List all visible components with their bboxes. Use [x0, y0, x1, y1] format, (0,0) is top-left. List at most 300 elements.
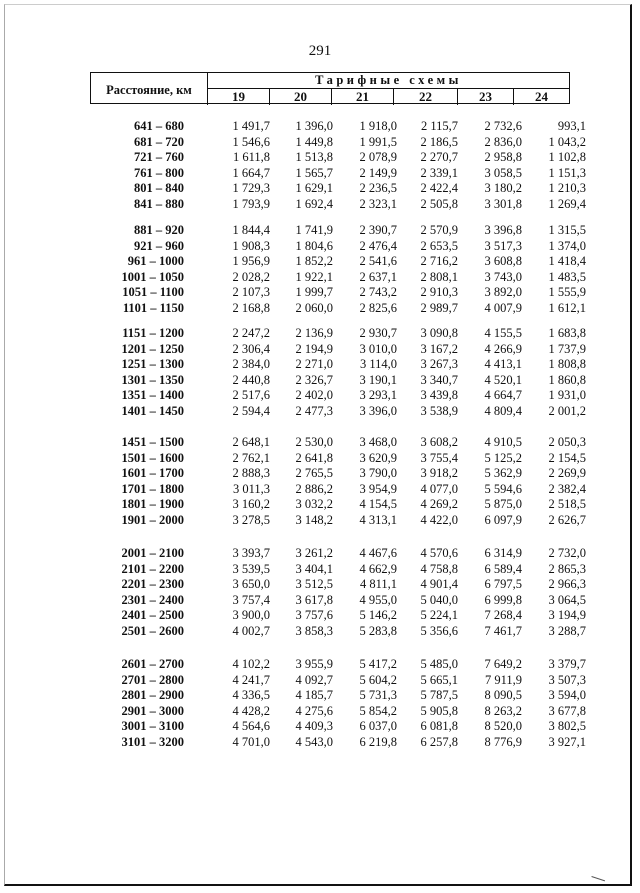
distance-range: 1501 – 1600: [121, 450, 184, 465]
tariff-value-21: 2 825,6: [359, 300, 397, 315]
tariff-value-21: 2 476,4: [359, 238, 397, 253]
tariff-value-22: 5 905,8: [420, 703, 458, 718]
distance-range: 2301 – 2400: [121, 592, 184, 607]
tariff-value-24: 2 732,0: [548, 546, 586, 560]
tariff-value-20: 1 629,1: [295, 181, 333, 196]
tariff-value-19: 2 247,2: [232, 326, 270, 340]
distance-range: 1901 – 2000: [121, 512, 184, 527]
table-row: [0, 135, 640, 151]
tariff-value-22: 5 224,1: [420, 608, 458, 623]
tariff-value-21: 3 620,9: [359, 450, 397, 465]
tariff-value-20: 3 404,1: [295, 561, 333, 576]
table-row: [0, 181, 640, 197]
tariff-value-21: 2 078,9: [359, 150, 397, 165]
table-row: [0, 326, 640, 342]
tariff-value-20: 2 641,8: [295, 450, 333, 465]
distance-range: 2001 – 2100: [121, 546, 184, 560]
page-number: 291: [308, 43, 332, 59]
tariff-value-20: 4 543,0: [295, 734, 333, 749]
tariff-value-23: 4 266,9: [484, 341, 522, 356]
column-header-20: 20: [270, 89, 332, 105]
tariff-value-24: 3 802,5: [548, 719, 586, 734]
tariff-value-24: 3 288,7: [548, 623, 586, 638]
tariff-value-24: 1 931,0: [548, 388, 586, 403]
tariff-value-24: 1 269,4: [548, 196, 586, 211]
tariff-value-20: 1 396,0: [295, 119, 333, 133]
table-row: [0, 254, 640, 270]
tariff-value-21: 6 037,0: [359, 719, 397, 734]
table-row: [0, 513, 640, 529]
tariff-value-24: 1 043,2: [548, 134, 586, 149]
row-group: [0, 657, 640, 751]
table-row: [0, 608, 640, 624]
tariff-value-23: 6 589,4: [484, 561, 522, 576]
tariff-value-19: 2 648,1: [232, 435, 270, 449]
tariff-value-22: 5 787,5: [420, 688, 458, 703]
tariff-value-22: 4 077,0: [420, 481, 458, 496]
tariff-value-21: 4 811,1: [359, 577, 397, 592]
tariff-value-24: 2 865,3: [548, 561, 586, 576]
tariff-value-19: 2 440,8: [232, 372, 270, 387]
tariff-value-23: 3 301,8: [484, 196, 522, 211]
tariff-value-22: 2 115,7: [420, 119, 458, 133]
tariff-value-21: 1 991,5: [359, 134, 397, 149]
table-row: [0, 373, 640, 389]
distance-range: 1701 – 1800: [121, 481, 184, 496]
tariff-value-19: 4 701,0: [232, 734, 270, 749]
column-header-24: 24: [535, 89, 548, 104]
tariff-value-22: 3 090,8: [420, 326, 458, 340]
tariff-value-24: 1 210,3: [548, 181, 586, 196]
tariff-value-22: 3 267,3: [420, 357, 458, 372]
tariff-value-20: 1 449,8: [295, 134, 333, 149]
tariff-value-20: 3 032,2: [295, 497, 333, 512]
tariff-value-24: 3 064,5: [548, 592, 586, 607]
tariff-value-20: 2 402,0: [295, 388, 333, 403]
tariff-value-23: 4 520,1: [484, 372, 522, 387]
row-group: [0, 119, 640, 213]
tariff-value-20: 1 804,6: [295, 238, 333, 253]
tariff-value-19: 4 241,7: [232, 672, 270, 687]
table-row: [0, 546, 640, 562]
tariff-value-23: 8 090,5: [484, 688, 522, 703]
distance-range: 2201 – 2300: [121, 577, 184, 592]
table-row: [0, 624, 640, 640]
table-row: [0, 657, 640, 673]
tariff-value-19: 3 278,5: [232, 512, 270, 527]
distance-range: 3001 – 3100: [121, 719, 184, 734]
tariff-value-19: 3 900,0: [232, 608, 270, 623]
tariff-value-24: 2 518,5: [548, 497, 586, 512]
distance-range: 3101 – 3200: [121, 734, 184, 749]
tariff-value-19: 3 539,5: [232, 561, 270, 576]
table-row: [0, 342, 640, 358]
tariff-value-22: 2 910,3: [420, 285, 458, 300]
column-header-21: 21: [332, 89, 394, 105]
tariff-value-19: 2 384,0: [232, 357, 270, 372]
tariff-value-24: 2 966,3: [548, 577, 586, 592]
table-row: [0, 223, 640, 239]
tariff-value-23: 8 263,2: [484, 703, 522, 718]
tariff-value-21: 2 930,7: [359, 326, 397, 340]
distance-range: 841 – 880: [134, 196, 184, 211]
distance-range: 1301 – 1350: [121, 372, 184, 387]
tariff-value-23: 6 999,8: [484, 592, 522, 607]
tariff-value-21: 4 467,6: [359, 546, 397, 560]
distance-range: 1051 – 1100: [122, 285, 184, 300]
distance-range: 2801 – 2900: [121, 688, 184, 703]
tariff-value-20: 3 148,2: [295, 512, 333, 527]
tariff-value-21: 4 662,9: [359, 561, 397, 576]
tariff-value-24: 2 269,9: [548, 466, 586, 481]
header-rule: [90, 103, 570, 104]
tariff-value-21: 2 149,9: [359, 165, 397, 180]
tariff-value-21: 5 417,2: [359, 657, 397, 671]
tariff-value-20: 3 757,6: [295, 608, 333, 623]
distance-range: 1351 – 1400: [121, 388, 184, 403]
table-row: [0, 404, 640, 420]
distance-range: 1201 – 1250: [121, 341, 184, 356]
tariff-value-23: 6 097,9: [484, 512, 522, 527]
row-group: [0, 435, 640, 529]
tariff-value-21: 5 146,2: [359, 608, 397, 623]
tariff-value-19: 4 002,7: [232, 623, 270, 638]
tariff-value-24: 1 808,8: [548, 357, 586, 372]
distance-range: 1401 – 1450: [121, 403, 184, 418]
tariff-value-20: 2 271,0: [295, 357, 333, 372]
tariff-value-19: 2 517,6: [232, 388, 270, 403]
tariff-value-21: 1 918,0: [359, 119, 397, 133]
tariff-value-23: 5 125,2: [484, 450, 522, 465]
tariff-value-19: 2 306,4: [232, 341, 270, 356]
tariff-value-19: 3 011,3: [232, 481, 270, 496]
tariff-value-23: 3 517,3: [484, 238, 522, 253]
table-row: [0, 482, 640, 498]
tariff-value-22: 2 422,4: [420, 181, 458, 196]
distance-header: Расстояние, км: [91, 73, 208, 105]
table-row: [0, 166, 640, 182]
tariff-value-21: 5 604,2: [359, 672, 397, 687]
tariff-value-23: 3 180,2: [484, 181, 522, 196]
tariff-value-24: 1 315,5: [548, 223, 586, 237]
tariff-value-24: 1 737,9: [548, 341, 586, 356]
tariff-value-23: 5 594,6: [484, 481, 522, 496]
table-row: [0, 577, 640, 593]
tariff-value-22: 6 257,8: [420, 734, 458, 749]
tariff-value-19: 1 844,4: [232, 223, 270, 237]
tariff-value-24: 3 927,1: [548, 734, 586, 749]
tariff-value-21: 2 390,7: [359, 223, 397, 237]
tariff-value-20: 1 852,2: [295, 254, 333, 269]
tariff-value-20: 2 886,2: [295, 481, 333, 496]
distance-range: 801 – 840: [134, 181, 184, 196]
tariff-value-24: 3 507,3: [548, 672, 586, 687]
tariff-value-21: 3 396,0: [359, 403, 397, 418]
column-header-19: 19: [208, 89, 270, 105]
tariff-value-22: 5 485,0: [420, 657, 458, 671]
tariff-value-22: 2 505,8: [420, 196, 458, 211]
tariff-value-19: 2 028,2: [232, 269, 270, 284]
tariff-value-21: 3 190,1: [359, 372, 397, 387]
distance-range: 2601 – 2700: [121, 657, 184, 671]
tariff-value-20: 2 194,9: [295, 341, 333, 356]
table-row: [0, 388, 640, 404]
tariff-value-23: 7 649,2: [484, 657, 522, 671]
distance-range: 1151 – 1200: [122, 326, 184, 340]
table-row: [0, 497, 640, 513]
tariff-value-20: 1 741,9: [295, 223, 333, 237]
tariff-value-24: 2 050,3: [548, 435, 586, 449]
tariff-value-23: 5 875,0: [484, 497, 522, 512]
tariff-value-20: 4 409,3: [295, 719, 333, 734]
tariff-value-24: 3 379,7: [548, 657, 586, 671]
tariff-value-23: 6 797,5: [484, 577, 522, 592]
tariff-value-20: 2 530,0: [295, 435, 333, 449]
distance-range: 961 – 1000: [127, 254, 184, 269]
tariff-value-24: 2 382,4: [548, 481, 586, 496]
tariff-value-21: 5 731,3: [359, 688, 397, 703]
tariff-value-22: 4 570,6: [420, 546, 458, 560]
table-row: [0, 704, 640, 720]
table-row: [0, 119, 640, 135]
column-header-23: 23: [458, 89, 514, 105]
table-row: [0, 466, 640, 482]
distance-range: 721 – 760: [134, 150, 184, 165]
tariff-value-21: 3 954,9: [359, 481, 397, 496]
tariff-value-21: 3 293,1: [359, 388, 397, 403]
tariff-value-19: 4 336,5: [232, 688, 270, 703]
table-row: [0, 197, 640, 213]
tariff-value-22: 2 570,9: [420, 223, 458, 237]
tariff-value-19: 4 102,2: [232, 657, 270, 671]
tariff-value-21: 3 468,0: [359, 435, 397, 449]
tariff-value-20: 1 999,7: [295, 285, 333, 300]
tariff-value-19: 1 908,3: [232, 238, 270, 253]
tariff-value-20: 2 765,5: [295, 466, 333, 481]
tariff-value-23: 3 396,8: [484, 223, 522, 237]
distance-range: 641 – 680: [134, 119, 184, 133]
tariff-value-21: 5 854,2: [359, 703, 397, 718]
table-row: [0, 150, 640, 166]
row-group: [0, 326, 640, 420]
tariff-value-21: 4 313,1: [359, 512, 397, 527]
tariff-value-22: 2 808,1: [420, 269, 458, 284]
tariff-value-22: 6 081,8: [420, 719, 458, 734]
tariff-value-24: 1 151,3: [548, 165, 586, 180]
tariff-value-19: 1 956,9: [232, 254, 270, 269]
distance-range: 681 – 720: [134, 134, 184, 149]
tariff-value-22: 3 918,2: [420, 466, 458, 481]
distance-range: 2701 – 2800: [121, 672, 184, 687]
tariff-value-20: 3 858,3: [295, 623, 333, 638]
tariff-value-22: 4 422,0: [420, 512, 458, 527]
tariff-value-22: 2 989,7: [420, 300, 458, 315]
tariff-value-20: 1 565,7: [295, 165, 333, 180]
distance-range: 1601 – 1700: [121, 466, 184, 481]
tariff-value-19: 2 107,3: [232, 285, 270, 300]
tariff-value-21: 4 955,0: [359, 592, 397, 607]
tariff-value-21: 3 114,0: [359, 357, 397, 372]
tariff-value-23: 4 809,4: [484, 403, 522, 418]
tariff-value-19: 4 428,2: [232, 703, 270, 718]
tariff-value-20: 2 136,9: [295, 326, 333, 340]
table-row: [0, 357, 640, 373]
tariff-value-19: 1 729,3: [232, 181, 270, 196]
tariff-value-23: 2 836,0: [484, 134, 522, 149]
tariff-value-19: 3 393,7: [232, 546, 270, 560]
tariff-value-19: 3 160,2: [232, 497, 270, 512]
tariff-value-21: 2 541,6: [359, 254, 397, 269]
tariff-value-23: 4 910,5: [484, 435, 522, 449]
tariff-value-23: 4 155,5: [484, 326, 522, 340]
table-row: [0, 435, 640, 451]
distance-range: 1451 – 1500: [121, 435, 184, 449]
distance-range: 921 – 960: [134, 238, 184, 253]
tariff-value-23: 3 058,5: [484, 165, 522, 180]
distance-range: 1801 – 1900: [121, 497, 184, 512]
tariff-value-22: 5 665,1: [420, 672, 458, 687]
tariff-value-22: 5 356,6: [420, 623, 458, 638]
tariff-value-22: 2 186,5: [420, 134, 458, 149]
row-group: [0, 546, 640, 640]
table-row: [0, 301, 640, 317]
tariff-value-21: 2 743,2: [359, 285, 397, 300]
tariff-value-19: 1 546,6: [232, 134, 270, 149]
tariff-value-23: 4 007,9: [484, 300, 522, 315]
tariff-value-19: 1 611,8: [232, 150, 270, 165]
row-group: [0, 223, 640, 317]
tariff-value-19: 2 888,3: [232, 466, 270, 481]
tariff-value-20: 3 261,2: [295, 546, 333, 560]
tariff-value-20: 1 513,8: [295, 150, 333, 165]
table-row: [0, 719, 640, 735]
tariff-value-21: 3 010,0: [359, 341, 397, 356]
tariff-value-24: 1 374,0: [548, 238, 586, 253]
distance-range: 761 – 800: [134, 165, 184, 180]
tariff-value-19: 3 757,4: [232, 592, 270, 607]
tariff-value-21: 5 283,8: [359, 623, 397, 638]
tariff-value-20: 2 477,3: [295, 403, 333, 418]
distance-range: 1251 – 1300: [121, 357, 184, 372]
tariff-value-19: 2 762,1: [232, 450, 270, 465]
tariff-value-23: 2 958,8: [484, 150, 522, 165]
distance-range: 881 – 920: [134, 223, 184, 237]
tariff-value-24: 3 594,0: [548, 688, 586, 703]
tariff-value-24: 1 860,8: [548, 372, 586, 387]
tariff-value-20: 4 185,7: [295, 688, 333, 703]
tariff-value-24: 1 612,1: [548, 300, 586, 315]
tariff-value-20: 3 955,9: [295, 657, 333, 671]
tariff-value-24: 1 683,8: [548, 326, 586, 340]
tariff-value-20: 1 922,1: [295, 269, 333, 284]
tariff-value-22: 4 269,2: [420, 497, 458, 512]
tariff-value-23: 6 314,9: [484, 546, 522, 560]
table-row: [0, 285, 640, 301]
tariff-value-19: 2 594,4: [232, 403, 270, 418]
tariff-value-20: 4 092,7: [295, 672, 333, 687]
tariff-value-21: 2 236,5: [359, 181, 397, 196]
tariff-value-24: 993,1: [557, 119, 586, 133]
distance-range: 2901 – 3000: [121, 703, 184, 718]
tariff-value-20: 4 275,6: [295, 703, 333, 718]
tariff-value-23: 7 461,7: [484, 623, 522, 638]
tariff-value-21: 6 219,8: [359, 734, 397, 749]
tariff-value-19: 3 650,0: [232, 577, 270, 592]
tariff-value-20: 3 617,8: [295, 592, 333, 607]
table-row: [0, 735, 640, 751]
tariff-value-20: 2 326,7: [295, 372, 333, 387]
tariff-value-22: 2 339,1: [420, 165, 458, 180]
tariff-value-24: 1 483,5: [548, 269, 586, 284]
tariff-value-22: 2 716,2: [420, 254, 458, 269]
tariff-value-22: 5 040,0: [420, 592, 458, 607]
tariff-value-22: 3 755,4: [420, 450, 458, 465]
distance-range: 2401 – 2500: [121, 608, 184, 623]
tariff-value-21: 3 790,0: [359, 466, 397, 481]
tariff-value-22: 3 439,8: [420, 388, 458, 403]
tariff-value-22: 3 167,2: [420, 341, 458, 356]
tariff-value-23: 4 413,1: [484, 357, 522, 372]
tariff-value-23: 3 743,0: [484, 269, 522, 284]
tariff-value-20: 3 512,5: [295, 577, 333, 592]
tariff-value-20: 1 692,4: [295, 196, 333, 211]
tariff-value-21: 4 154,5: [359, 497, 397, 512]
table-row: [0, 451, 640, 467]
tariff-value-23: 8 520,0: [484, 719, 522, 734]
tariff-value-22: 3 538,9: [420, 403, 458, 418]
tariff-value-23: 3 608,8: [484, 254, 522, 269]
tariff-value-23: 7 268,4: [484, 608, 522, 623]
tariff-value-24: 3 677,8: [548, 703, 586, 718]
tariff-value-22: 4 758,8: [420, 561, 458, 576]
tariff-value-24: 2 154,5: [548, 450, 586, 465]
table-row: [0, 688, 640, 704]
table-row: [0, 239, 640, 255]
table-row: [0, 562, 640, 578]
tariff-value-24: 1 555,9: [548, 285, 586, 300]
tariff-value-24: 3 194,9: [548, 608, 586, 623]
distance-range: 2101 – 2200: [121, 561, 184, 576]
tariff-value-23: 8 776,9: [484, 734, 522, 749]
table-header: [90, 72, 570, 104]
table-row: [0, 593, 640, 609]
tariff-value-24: 1 102,8: [548, 150, 586, 165]
tariff-value-24: 1 418,4: [548, 254, 586, 269]
tariff-value-24: 2 001,2: [548, 403, 586, 418]
tariff-value-19: 1 793,9: [232, 196, 270, 211]
tariff-schemes-header: Тарифные схемы: [208, 73, 569, 89]
table-row: [0, 270, 640, 286]
tariff-value-24: 2 626,7: [548, 512, 586, 527]
tariff-value-21: 2 637,1: [359, 269, 397, 284]
tariff-value-23: 5 362,9: [484, 466, 522, 481]
tariff-value-20: 2 060,0: [295, 300, 333, 315]
tariff-value-23: 2 732,6: [484, 119, 522, 133]
tariff-value-19: 1 664,7: [232, 165, 270, 180]
tariff-value-23: 4 664,7: [484, 388, 522, 403]
distance-range: 1001 – 1050: [121, 269, 184, 284]
tariff-value-22: 3 340,7: [420, 372, 458, 387]
distance-range: 1101 – 1150: [122, 300, 184, 315]
tariff-value-21: 2 323,1: [359, 196, 397, 211]
tariff-value-19: 2 168,8: [232, 300, 270, 315]
tariff-value-22: 4 901,4: [420, 577, 458, 592]
distance-range: 2501 – 2600: [121, 623, 184, 638]
tariff-value-19: 4 564,6: [232, 719, 270, 734]
tariff-value-22: 2 653,5: [420, 238, 458, 253]
tariff-value-23: 3 892,0: [484, 285, 522, 300]
column-header-22: 22: [394, 89, 458, 105]
